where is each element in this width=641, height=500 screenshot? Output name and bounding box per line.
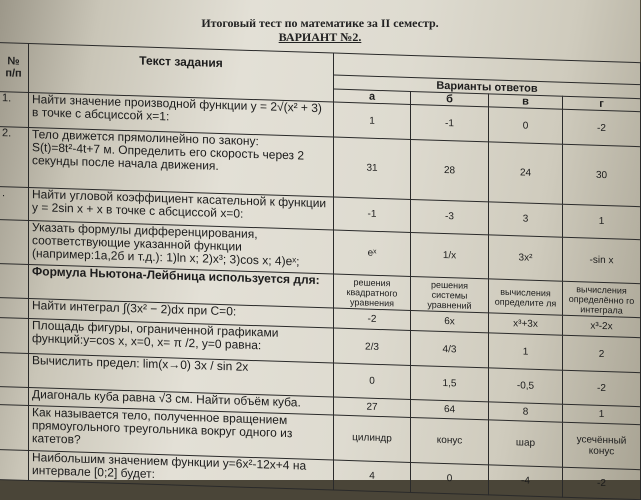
- row-number: [0, 298, 29, 319]
- col-task-header: Текст задания: [29, 43, 334, 102]
- task-text: Диагональ куба равна √3 см. Найти объём куба.: [29, 388, 334, 416]
- letter-a: а: [334, 89, 411, 105]
- row-number: 2.: [0, 126, 29, 187]
- answer-g: -sin x: [563, 237, 641, 284]
- task-text: Вычислить предел: lim(x→0) 3x / sin 2x: [29, 353, 334, 397]
- answer-b: 6x: [411, 311, 489, 334]
- task-text: Тело движется прямолинейно по закону: S(t)=8t²-4t+7 м. Определить его скорость через 2 секунды после начала движения.: [29, 127, 334, 197]
- answer-b: 64: [411, 400, 489, 421]
- answer-a: -1: [334, 197, 411, 232]
- answer-b: 4/3: [411, 331, 489, 368]
- answer-a: eˣ: [334, 230, 411, 277]
- answer-a: -2: [334, 308, 411, 331]
- task-text: Формула Ньютона-Лейбница используется для:: [29, 264, 334, 308]
- answer-v: 3: [489, 202, 563, 237]
- answer-a: 27: [334, 397, 411, 418]
- answer-a: решения квадратного уравнения: [334, 274, 411, 311]
- answer-a: цилиндр: [334, 415, 411, 462]
- answer-a: 0: [334, 363, 411, 400]
- answer-v: 0: [489, 107, 563, 144]
- answer-b: 1,5: [411, 365, 489, 402]
- task-text: Как называется тело, полученное вращением прямоугольного треугольника вокруг одного из катетов?: [29, 406, 334, 460]
- row-number: [0, 264, 29, 299]
- answer-g: -2: [563, 110, 641, 147]
- answer-g: 1: [563, 205, 641, 240]
- answer-g: 1: [563, 404, 641, 425]
- answer-b: конус: [411, 418, 489, 465]
- row-number: [0, 219, 29, 264]
- row-number: [0, 405, 29, 450]
- answer-b: 1/x: [411, 232, 489, 279]
- test-title: Итоговый тест по математике за II семестр.: [201, 16, 439, 30]
- answer-v: 8: [489, 402, 563, 422]
- answer-b: 0: [411, 462, 489, 495]
- answer-v: -4: [489, 465, 563, 498]
- answer-g: -2: [563, 370, 641, 407]
- answer-b: -1: [411, 105, 489, 142]
- answer-g: x³-2x: [563, 316, 641, 339]
- task-text: Площадь фигуры, ограниченной графиками функций:y=cos x, x=0, x= π /2, y=0 равна:: [29, 319, 334, 363]
- row-number: [0, 449, 29, 480]
- row-number: .: [0, 187, 29, 220]
- answer-v: 24: [489, 142, 563, 205]
- row-number: [0, 318, 29, 353]
- task-text: Найти угловой коэффициент касательной к функции y = 2sin x + x в точке с абсциссой x=0:: [29, 188, 334, 230]
- row-number: 1.: [0, 92, 29, 127]
- letter-v: в: [489, 94, 563, 109]
- answer-v: шар: [489, 420, 563, 467]
- row-number: [0, 387, 29, 406]
- answer-v: -0,5: [489, 368, 563, 405]
- answer-g: 2: [563, 336, 641, 373]
- task-text: Наибольшим значением функции y=6x²-12x+4 на интервале [0;2] будет:: [29, 450, 334, 490]
- answer-v: 3x²: [489, 234, 563, 281]
- answer-v: вычисления определите ля: [489, 279, 563, 316]
- task-text: Найти интеграл ∫(3x² − 2)dx при C=0:: [29, 299, 334, 329]
- letter-g: г: [563, 97, 641, 113]
- row-number: [0, 352, 29, 387]
- answer-a: 31: [334, 137, 411, 200]
- col-num-header: № п/п: [0, 43, 29, 93]
- answer-g: -2: [563, 467, 641, 500]
- answer-v: x³+3x: [489, 313, 563, 335]
- answer-b: решения системы уравнений: [411, 276, 489, 313]
- answer-a: 2/3: [334, 329, 411, 366]
- col-variants-header: Варианты ответов: [334, 75, 641, 99]
- answer-b: -3: [411, 200, 489, 235]
- letter-b: б: [411, 92, 489, 108]
- task-text: Найти значение производной функции y = 2√(x² + 3) в точке с абсциссой x=1:: [29, 93, 334, 137]
- test-table: [0, 42, 641, 500]
- answer-a: 4: [334, 460, 411, 493]
- table-header-row: [0, 43, 641, 85]
- answer-g: усечённый конус: [563, 422, 641, 469]
- variant-title: ВАРИАНТ №2.: [278, 30, 362, 44]
- answer-g: вычисления определённо го интеграла: [563, 281, 641, 318]
- answer-b: 28: [411, 139, 489, 202]
- answer-v: 1: [489, 333, 563, 370]
- answer-a: 1: [334, 102, 411, 139]
- task-text: Указать формулы дифференцирования, соответствующие указанной функции (например:1а,2б и т.д.): 1)ln x; 2)x³; 3)cos x; 4)eˣ;: [29, 220, 334, 274]
- answer-g: 30: [563, 144, 641, 207]
